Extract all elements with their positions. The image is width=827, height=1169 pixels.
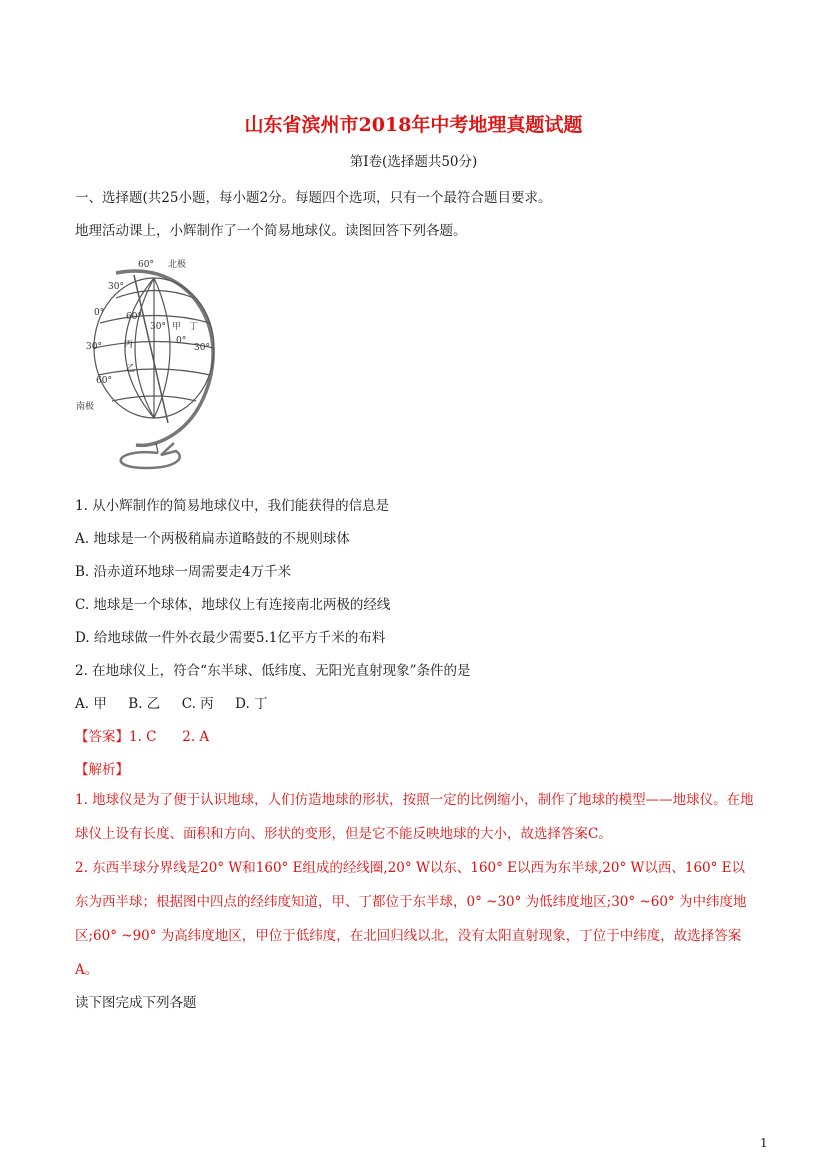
- fig-label-s30: 30°: [86, 342, 102, 352]
- analysis-paragraph-2: 2. 东西半球分界线是20° W和160° E组成的经线圈,20° W以东、160° E以西为东半球,20° W以西、160° E以东为西半球；根据图中四点的经纬度知道，甲、丁都位于东半球，0° ~30° 为低纬度地区;30° ~60° 为中纬度地区;60° ~90° 为高纬度地区，甲位于低纬度，在北回归线以北，没有太阳直射现象，丁位于中纬度，故选择答案A。: [75, 860, 747, 978]
- fig-label-s60: 60°: [96, 376, 112, 386]
- q1-option-c: C. 地球是一个球体，地球仪上有连接南北两极的经线: [75, 597, 391, 613]
- intro-text: 地理活动课上，小辉制作了一个简易地球仪。读图回答下列各题。: [75, 223, 467, 239]
- answer-value: 1. C 2. A: [129, 729, 210, 745]
- q2-stem: 2. 在地球仪上，符合“东半球、低纬度、无阳光直射现象”条件的是: [75, 663, 471, 679]
- fig-point-bing: 丙: [124, 340, 134, 350]
- q1-option-d: D. 给地球做一件外衣最少需要5.1亿平方千米的布料: [75, 630, 386, 646]
- fig-inner-0: 0°: [176, 336, 187, 346]
- fig-point-jia: 甲: [172, 322, 182, 332]
- fig-label-n60: 60°: [138, 260, 154, 270]
- fig-point-yi: 乙: [126, 364, 136, 374]
- fig-label-0: 0°: [94, 308, 105, 318]
- fig-label-n30: 30°: [108, 282, 124, 292]
- page-title: 山东省滨州市2018年中考地理真题试题: [244, 114, 583, 136]
- page-number: 1: [760, 1136, 768, 1150]
- fig-inner-30e: 30°: [194, 343, 210, 353]
- fig-inner-60: 60°: [126, 312, 142, 322]
- q1-stem: 1. 从小辉制作的简易地球仪中，我们能获得的信息是: [75, 498, 390, 514]
- fig-label-north-pole: 北极: [168, 260, 187, 270]
- section-subtitle: 第Ⅰ卷(选择题共50分): [349, 154, 478, 170]
- answer-tag: 【答案】: [75, 729, 129, 745]
- section-heading: 一、选择题(共25小题，每小题2分。每题四个选项，只有一个最符合题目要求。: [75, 190, 552, 206]
- q1-option-b: B. 沿赤道环地球一周需要走4万千米: [75, 564, 292, 580]
- q2-options: A. 甲 B. 乙 C. 丙 D. 丁: [75, 696, 268, 712]
- fig-label-south-pole: 南极: [76, 402, 95, 412]
- globe-figure: [76, 253, 236, 475]
- fig-point-ding: 丁: [189, 322, 199, 332]
- next-prompt: 读下图完成下列各题: [75, 995, 197, 1011]
- q1-option-a: A. 地球是一个两极稍扁赤道略鼓的不规则球体: [75, 531, 350, 547]
- fig-inner-30: 30°: [150, 322, 166, 332]
- answer-line: [75, 725, 209, 745]
- analysis-paragraph-1: 1. 地球仪是为了便于认识地球，人们仿造地球的形状，按照一定的比例缩小，制作了地球的模型——地球仪。在地球仪上设有长度、面积和方向、形状的变形，但是它不能反映地球的大小，故选择答案C。: [75, 792, 754, 842]
- analysis-tag: 【解析】: [75, 762, 129, 778]
